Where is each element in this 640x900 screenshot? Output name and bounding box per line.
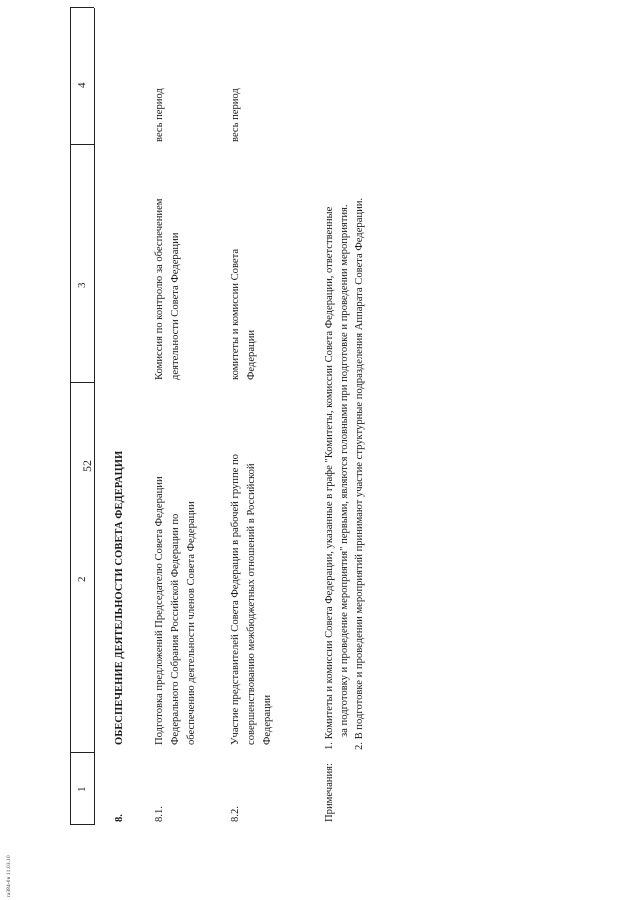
section-title: ОБЕСПЕЧЕНИЕ ДЕЯТЕЛЬНОСТИ СОВЕТА ФЕДЕРАЦИИ [114, 450, 125, 745]
row-period: весь период [230, 88, 241, 142]
section-number: 8. [114, 814, 125, 822]
column-number-4: 4 [76, 82, 88, 88]
row-responsible-text: комитеты и комиссии Совета Федерации [230, 248, 257, 380]
note-line-1: 1. Комитеты и комиссии Совета Федерации, указанные в графе "Комитеты, комиссии Совета Федерации, ответственные [324, 206, 335, 750]
row-number: 8.2. [230, 806, 241, 822]
note-line-3: 2. В подготовке и проведении мероприятий принимают участие структурные подразделения Аппарата Совета Федерации. [354, 197, 365, 750]
notes-label: Примечания: [324, 763, 335, 822]
row-event-text: Участие представителей Совета Федерации в рабочей группе по совершенствованию межбюджетных отношений в Российской Федерации [230, 454, 273, 745]
row-period: весь период [154, 88, 165, 142]
document-code-stamp: ra384-0н 11.03.10 [7, 855, 12, 897]
row-responsible-text: Комиссия по контролю за обеспечением деятельности Совета Федерации [154, 198, 181, 380]
row-number: 8.1. [154, 806, 165, 822]
page-number: 52 [80, 460, 94, 472]
column-number-2: 2 [76, 576, 88, 582]
row-event-text: Подготовка предложений Председателю Совета Федерации Федерального Собрания Российской Федерации по обеспечению деятельности членов Совета Федерации [154, 476, 197, 745]
column-number-3: 3 [76, 282, 88, 288]
note-line-2: за подготовку и проведение мероприятия" первыми, являются головными при подготовке и проведении мероприятия. [339, 204, 350, 737]
column-number-1: 1 [76, 786, 88, 792]
